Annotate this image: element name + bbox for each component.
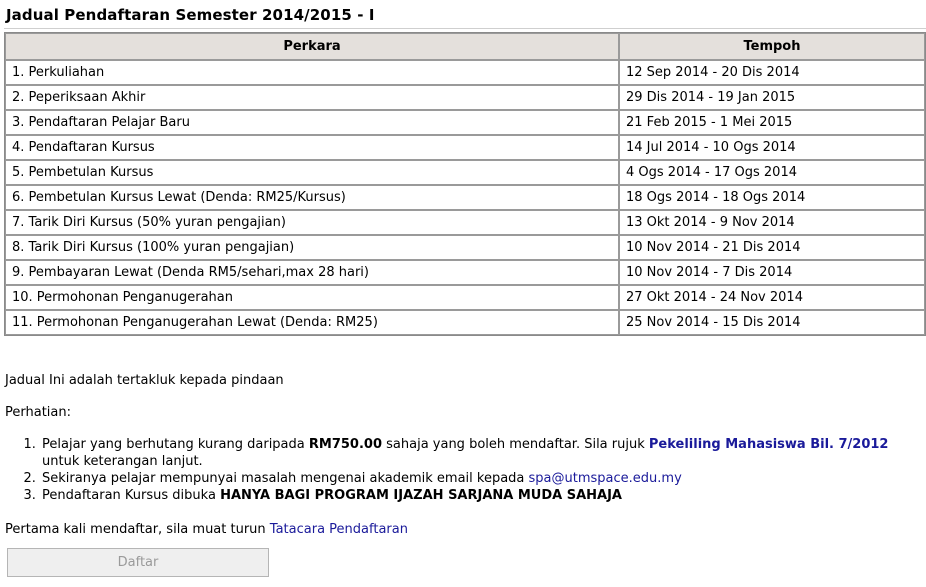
notice-1-text-c: untuk keterangan lanjut. bbox=[42, 454, 203, 469]
row-item: 8. Tarik Diri Kursus (100% yuran pengajian) bbox=[5, 235, 619, 260]
row-item: 2. Peperiksaan Akhir bbox=[5, 85, 619, 110]
first-time-note bbox=[5, 522, 408, 537]
row-period: 21 Feb 2015 - 1 Mei 2015 bbox=[619, 110, 925, 135]
row-item: 4. Pendaftaran Kursus bbox=[5, 135, 619, 160]
table-row bbox=[5, 135, 925, 160]
title-divider bbox=[4, 28, 926, 29]
schedule-disclaimer: Jadual Ini adalah tertakluk kepada pindaan bbox=[5, 373, 284, 388]
row-period: 13 Okt 2014 - 9 Nov 2014 bbox=[619, 210, 925, 235]
row-item: 6. Pembetulan Kursus Lewat (Denda: RM25/Kursus) bbox=[5, 185, 619, 210]
list-item bbox=[40, 470, 920, 487]
notice-1-text-a: Pelajar yang berhutang kurang daripada bbox=[42, 437, 309, 452]
row-item: 7. Tarik Diri Kursus (50% yuran pengajian) bbox=[5, 210, 619, 235]
row-period: 12 Sep 2014 - 20 Dis 2014 bbox=[619, 60, 925, 85]
row-period: 18 Ogs 2014 - 18 Ogs 2014 bbox=[619, 185, 925, 210]
table-row bbox=[5, 110, 925, 135]
daftar-button[interactable]: Daftar bbox=[7, 548, 269, 577]
row-period: 29 Dis 2014 - 19 Jan 2015 bbox=[619, 85, 925, 110]
row-item: 1. Perkuliahan bbox=[5, 60, 619, 85]
row-period: 27 Okt 2014 - 24 Nov 2014 bbox=[619, 285, 925, 310]
row-period: 25 Nov 2014 - 15 Dis 2014 bbox=[619, 310, 925, 335]
column-header-tempoh: Tempoh bbox=[619, 33, 925, 60]
schedule-table bbox=[4, 32, 926, 336]
attention-label: Perhatian: bbox=[5, 405, 71, 420]
table-row bbox=[5, 185, 925, 210]
row-period: 14 Jul 2014 - 10 Ogs 2014 bbox=[619, 135, 925, 160]
notice-3-emphasis: HANYA BAGI PROGRAM IJAZAH SARJANA MUDA SAHAJA bbox=[220, 488, 622, 503]
row-period: 10 Nov 2014 - 7 Dis 2014 bbox=[619, 260, 925, 285]
row-item: 10. Permohonan Penganugerahan bbox=[5, 285, 619, 310]
notice-list bbox=[24, 436, 920, 504]
page-title: Jadual Pendaftaran Semester 2014/2015 - I bbox=[6, 6, 375, 24]
table-row bbox=[5, 160, 925, 185]
pekeliling-link[interactable]: Pekeliling Mahasiswa Bil. 7/2012 bbox=[648, 437, 889, 452]
notice-3-text: Pendaftaran Kursus dibuka bbox=[42, 488, 221, 503]
row-period: 10 Nov 2014 - 21 Dis 2014 bbox=[619, 235, 925, 260]
row-item: 3. Pendaftaran Pelajar Baru bbox=[5, 110, 619, 135]
table-header-row bbox=[5, 33, 925, 60]
list-item bbox=[40, 487, 920, 504]
row-item: 11. Permohonan Penganugerahan Lewat (Denda: RM25) bbox=[5, 310, 619, 335]
column-header-perkara: Perkara bbox=[5, 33, 619, 60]
table-row bbox=[5, 235, 925, 260]
table-row bbox=[5, 60, 925, 85]
table-row bbox=[5, 285, 925, 310]
table-row bbox=[5, 260, 925, 285]
first-time-text: Pertama kali mendaftar, sila muat turun bbox=[5, 522, 270, 537]
table-row bbox=[5, 310, 925, 335]
row-period: 4 Ogs 2014 - 17 Ogs 2014 bbox=[619, 160, 925, 185]
tatacara-link[interactable]: Tatacara Pendaftaran bbox=[269, 522, 408, 537]
notice-2-text: Sekiranya pelajar mempunyai masalah mengenai akademik email kepada bbox=[42, 471, 529, 486]
table-row bbox=[5, 210, 925, 235]
table-row bbox=[5, 85, 925, 110]
notice-1-text-b: sahaja yang boleh mendaftar. Sila rujuk bbox=[382, 437, 649, 452]
list-item bbox=[40, 436, 920, 470]
notice-1-amount: RM750.00 bbox=[308, 437, 382, 452]
email-link[interactable]: spa@utmspace.edu.my bbox=[528, 471, 682, 486]
row-item: 9. Pembayaran Lewat (Denda RM5/sehari,max 28 hari) bbox=[5, 260, 619, 285]
row-item: 5. Pembetulan Kursus bbox=[5, 160, 619, 185]
